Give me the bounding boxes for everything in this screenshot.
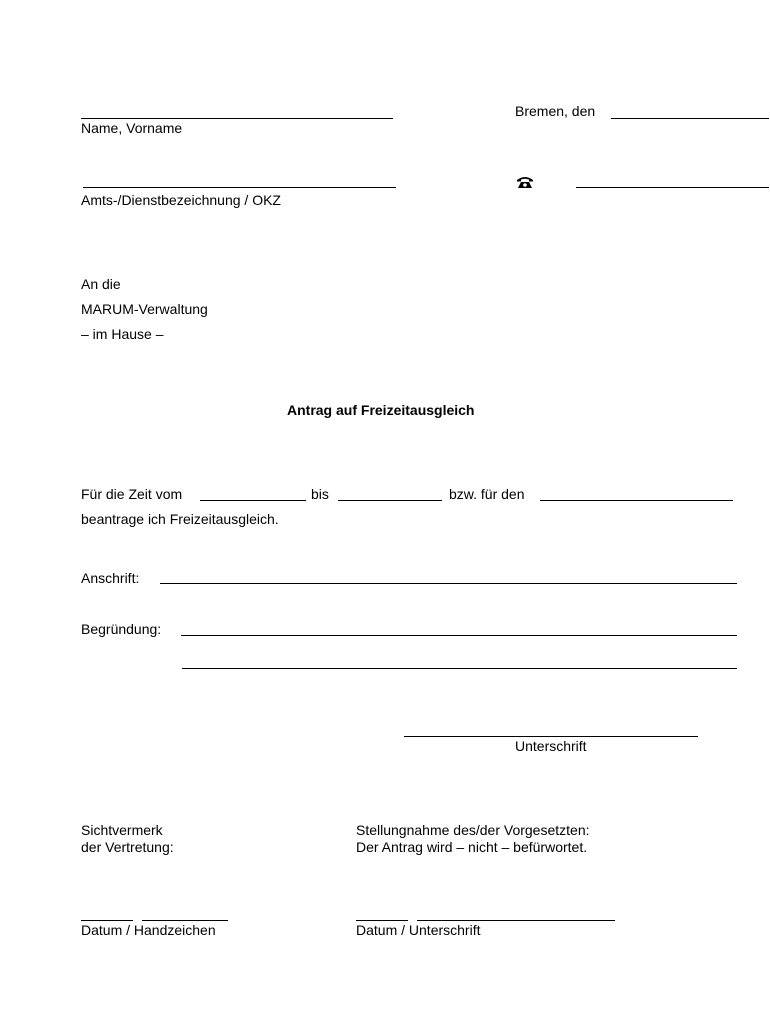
period-or-label: bzw. für den [449,486,525,502]
supervisor-statement-line-2: Der Antrag wird – nicht – befürwortet. [356,839,588,855]
address-label: Anschrift: [81,570,140,586]
supervisor-sign-label: Datum / Unterschrift [356,922,481,938]
period-suffix: beantrage ich Freizeitausgleich. [81,511,279,527]
reason-label: Begründung: [81,621,162,637]
telephone-icon [516,175,534,189]
reason-line-2[interactable] [182,668,737,669]
form-title: Antrag auf Freizeitausgleich [287,402,475,418]
signature-line[interactable] [404,736,698,737]
title-label: Amts-/Dienstbezeichnung / OKZ [81,192,281,208]
name-line[interactable] [81,118,393,119]
deputy-note-line-2: der Vertretung: [81,839,174,855]
deputy-date-line[interactable] [81,920,133,921]
supervisor-signature-line[interactable] [417,920,615,921]
period-date-line[interactable] [540,500,733,501]
signature-label: Unterschrift [515,738,587,754]
recipient-line-3: – im Hause – [81,326,164,342]
period-to-label: bis [311,486,329,502]
period-from-line[interactable] [200,500,306,501]
deputy-note-line-1: Sichtvermerk [81,822,163,838]
supervisor-statement-line-1: Stellungnahme des/der Vorgesetzten: [356,822,590,838]
period-prefix: Für die Zeit vom [81,486,183,502]
title-line[interactable] [83,187,396,188]
address-line[interactable] [160,583,737,584]
deputy-sign-label: Datum / Handzeichen [81,922,216,938]
reason-line-1[interactable] [181,635,737,636]
place-date-label: Bremen, den [515,103,596,119]
recipient-line-2: MARUM-Verwaltung [81,301,208,317]
recipient-line-1: An die [81,276,121,292]
period-to-line[interactable] [338,500,442,501]
supervisor-date-line[interactable] [356,920,408,921]
deputy-initials-line[interactable] [142,920,228,921]
name-label: Name, Vorname [81,120,183,136]
date-line[interactable] [611,118,769,119]
phone-line[interactable] [576,187,769,188]
